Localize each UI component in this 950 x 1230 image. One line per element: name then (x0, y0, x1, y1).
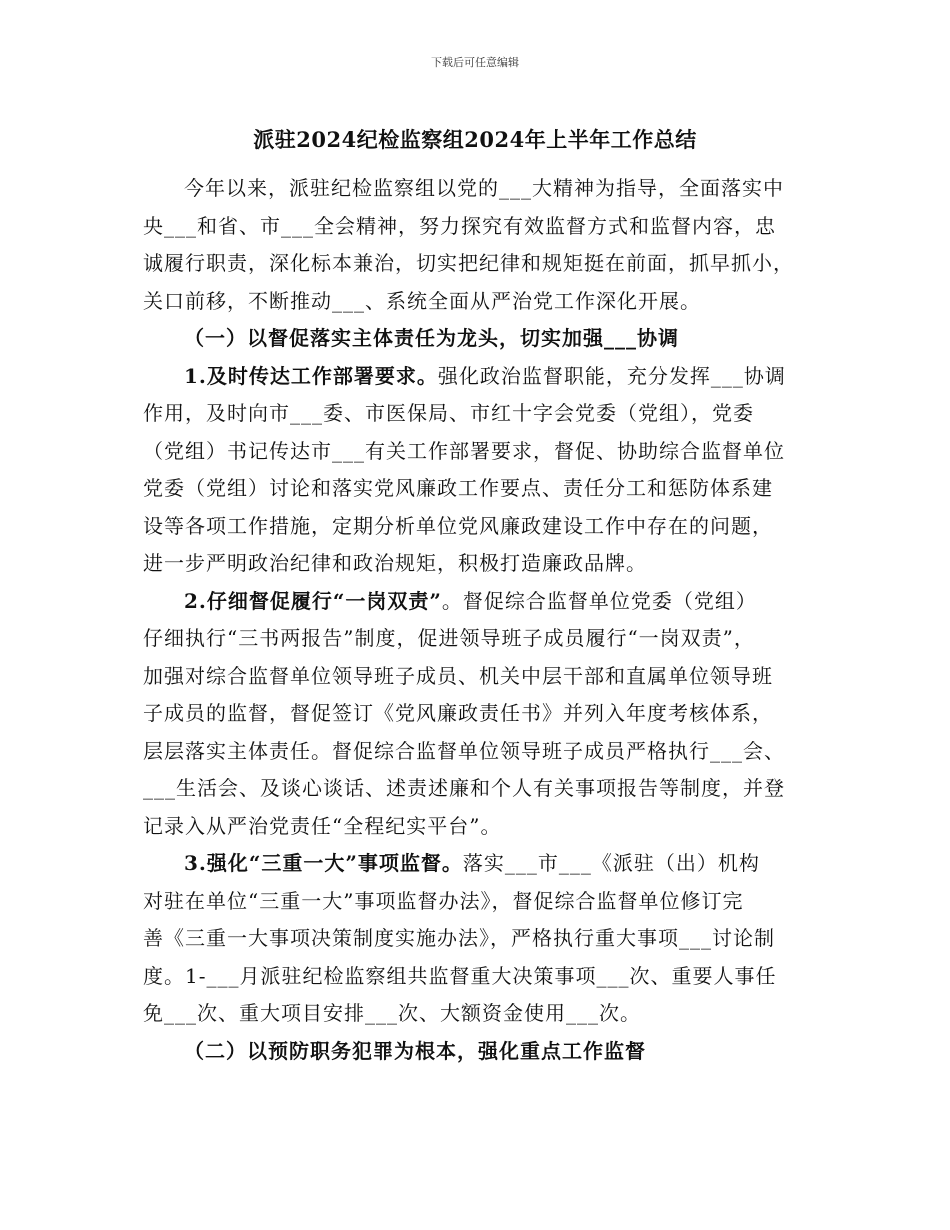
subsection-2-text: 。督促综合监督单位党委（党组） (441, 588, 757, 613)
paragraph-line: 子成员的监督，督促签订《党风廉政责任书》并列入年度考核体系， (143, 701, 773, 725)
subsection-3-line (143, 845, 828, 883)
paragraph-line: 层层落实主体责任。督促综合监督单位领导班子成员严格执行___会、 (143, 738, 785, 763)
subsection-3-title: 3.强化“三重一大”事项监督。 (184, 851, 463, 875)
paragraph-line: 作用，及时向市___委、市医保局、市红十字会党委（党组），党委 (143, 401, 754, 425)
paragraph-line: 免___次、重大项目安排___次、大额资金使用___次。 (143, 1001, 641, 1025)
document-body (143, 170, 828, 1070)
paragraph-line: 加强对综合监督单位领导班子成员、机关中层干部和直属单位领导班 (143, 663, 773, 688)
section-heading-1: （一）以督促落实主体责任为龙头，切实加强___协调 (184, 326, 679, 350)
subsection-1-text: 强化政治监督职能，充分发挥___协调 (437, 363, 786, 388)
paragraph-line: 度。1-___月派驻纪检监察组共监督重大决策事项___次、重要人事任 (143, 963, 777, 988)
subsection-3-text: 落实___市___《派驻（出）机构 (462, 851, 760, 875)
paragraph-line: 对驻在单位“三重一大”事项监督办法》，督促综合监督单位修订完 (143, 888, 744, 913)
paragraph-line: ___生活会、及谈心谈话、述责述廉和个人有关事项报告等制度，并登 (143, 776, 785, 800)
subsection-1-line (143, 358, 828, 396)
subsection-2-line (143, 583, 828, 621)
paragraph-line: 今年以来，派驻纪检监察组以党的___大精神为指导，全面落实中 (184, 176, 784, 200)
paragraph-line: 善《三重一大事项决策制度实施办法》，严格执行重大事项___讨论制 (143, 926, 775, 950)
paragraph-line: （党组）书记传达市___有关工作部署要求，督促、协助综合监督单位 (143, 438, 785, 463)
paragraph-line: 党委（党组）讨论和落实党风廉政工作要点、责任分工和惩防体系建 (143, 476, 773, 500)
paragraph-line: 进一步严明政治纪律和政治规矩，积极打造廉政品牌。 (143, 551, 647, 575)
paragraph-line: 关口前移，不断推动___、系统全面从严治党工作深化开展。 (143, 288, 701, 313)
paragraph-line: 设等各项工作措施，定期分析单位党风廉政建设工作中存在的问题， (143, 513, 773, 538)
header-note: 下载后可任意编辑 (431, 56, 519, 69)
subsection-2-title: 2.仔细督促履行“一岗双责” (184, 588, 442, 613)
paragraph-line: 仔细执行“三书两报告”制度，促进领导班子成员履行“一岗双责”， (143, 626, 755, 650)
paragraph-line: 诚履行职责，深化标本兼治，切实把纪律和规矩挺在前面，抓早抓小， (143, 251, 794, 275)
subsection-1-title: 1.及时传达工作部署要求。 (184, 363, 438, 388)
document-title: 派驻2024纪检监察组2024年上半年工作总结 (253, 127, 697, 152)
section-heading-2: （二）以预防职务犯罪为根本，强化重点工作监督 (184, 1038, 646, 1063)
paragraph-line: 央___和省、市___全会精神，努力探究有效监督方式和监督内容，忠 (143, 213, 776, 238)
paragraph-line: 记录入从严治党责任“全程纪实平台”。 (143, 813, 502, 838)
